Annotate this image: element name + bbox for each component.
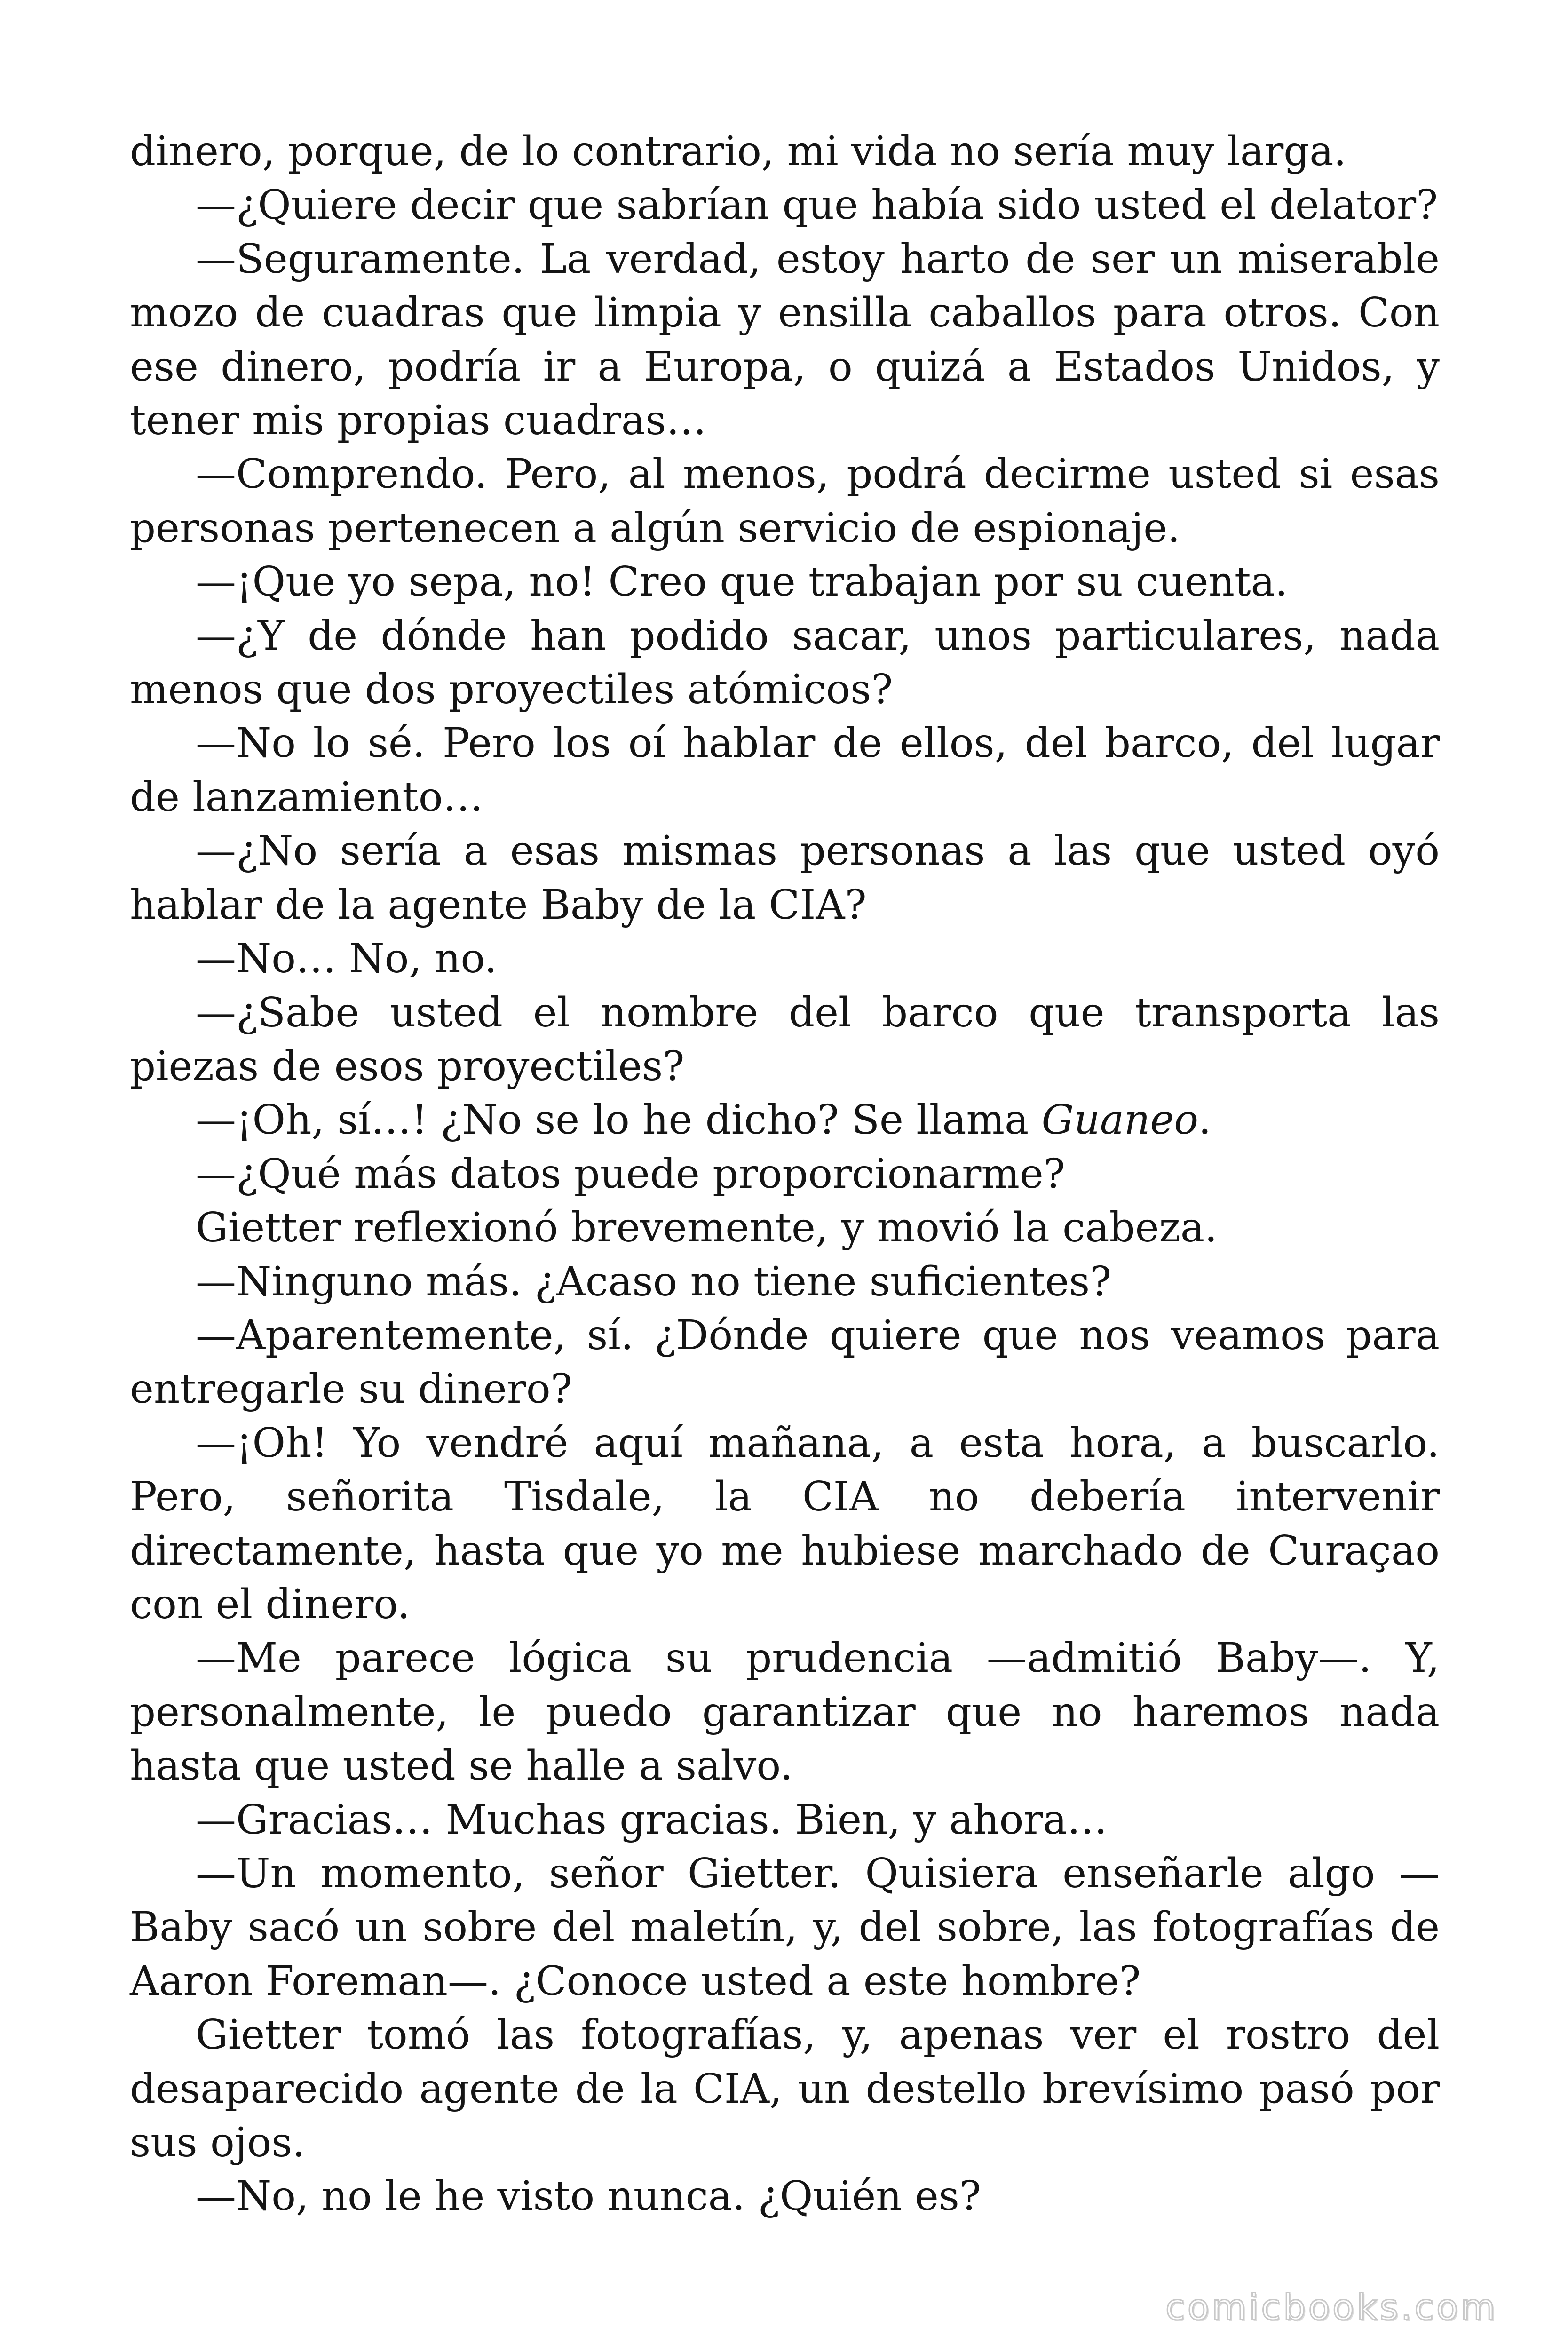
paragraph-7: —No lo sé. Pero los oí hablar de ellos, del barco, del lugar de lanzamiento… xyxy=(130,720,1440,821)
paragraph-13: Gietter reflexionó brevemente, y movió la cabeza. xyxy=(196,1204,1218,1252)
paragraph-16: —¡Oh! Yo vendré aquí mañana, a esta hora, a buscarlo. Pero, señorita Tisdale, la CIA no debería intervenir directamente, hasta que yo me hubiese marchado de Curaçao con el dinero. xyxy=(130,1419,1440,1628)
paragraph-9: —No… No, no. xyxy=(196,935,498,983)
paragraph-20: Gietter tomó las fotografías, y, apenas ver el rostro del desaparecido agente de la CIA, un destello brevísimo pasó por sus ojos. xyxy=(130,2011,1440,2167)
paragraph-10: —¿Sabe usted el nombre del barco que transporta las piezas de esos proyectiles? xyxy=(130,989,1440,1090)
paragraph-2: —¿Quiere decir que sabrían que había sido usted el delator? xyxy=(196,182,1438,229)
paragraph-14: —Ninguno más. ¿Acaso no tiene suficientes? xyxy=(196,1258,1112,1305)
paragraph-11 xyxy=(130,1093,1440,1147)
paragraph-12: —¿Qué más datos puede proporcionarme? xyxy=(196,1150,1065,1198)
paragraph-15: —Aparentemente, sí. ¿Dónde quiere que nos veamos para entregarle su dinero? xyxy=(130,1311,1440,1413)
paragraph-11-end: . xyxy=(1198,1097,1212,1144)
paragraph-8: —¿No sería a esas mismas personas a las que usted oyó hablar de la agente Baby de la CIA? xyxy=(130,827,1440,929)
body-text xyxy=(130,125,1440,2224)
paragraph-19: —Un momento, señor Gietter. Quisiera enseñarle algo —Baby sacó un sobre del maletín, y, del sobre, las fotografías de Aaron Foreman—. ¿Conoce usted a este hombre? xyxy=(130,1850,1440,2005)
ship-name: Guaneo xyxy=(1041,1097,1199,1144)
paragraph-5: —¡Que yo sepa, no! Creo que trabajan por su cuenta. xyxy=(196,558,1288,606)
paragraph-11-text: —¡Oh, sí…! ¿No se lo he dicho? Se llama xyxy=(196,1097,1042,1144)
paragraph-3: —Seguramente. La verdad, estoy harto de ser un miserable mozo de cuadras que limpia y ensilla caballos para otros. Con ese dinero, podría ir a Europa, o quizá a Estados Unidos, y tener mis propias cuadras… xyxy=(130,235,1440,445)
paragraph-6: —¿Y de dónde han podido sacar, unos particulares, nada menos que dos proyectiles atómicos? xyxy=(130,612,1440,714)
watermark: comicbooks.com xyxy=(1165,2286,1498,2328)
paragraph-1: dinero, porque, de lo contrario, mi vida no sería muy larga. xyxy=(130,128,1346,175)
paragraph-18: —Gracias… Muchas gracias. Bien, y ahora… xyxy=(196,1796,1108,1843)
paragraph-17: —Me parece lógica su prudencia —admitió Baby—. Y, personalmente, le puedo garantizar que no haremos nada hasta que usted se halle a salvo. xyxy=(130,1635,1440,1790)
paragraph-4: —Comprendo. Pero, al menos, podrá decirme usted si esas personas pertenecen a algún servicio de espionaje. xyxy=(130,451,1440,552)
paragraph-21: —No, no le he visto nunca. ¿Quién es? xyxy=(196,2173,981,2220)
